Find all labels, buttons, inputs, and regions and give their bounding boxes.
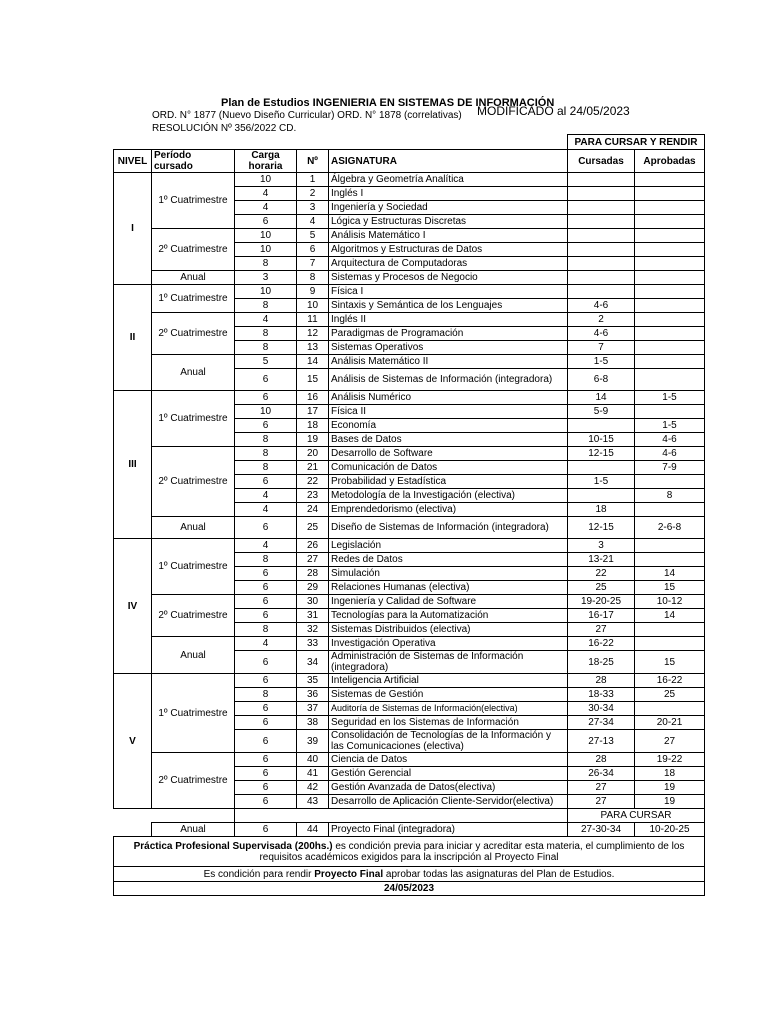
aprobadas-cell: 19 <box>635 781 705 795</box>
hours-cell: 6 <box>235 215 297 229</box>
number-cell: 36 <box>297 688 329 702</box>
hours-cell: 8 <box>235 623 297 637</box>
hours-cell: 6 <box>235 517 297 539</box>
hours-cell: 6 <box>235 823 297 837</box>
table-row <box>114 285 705 299</box>
aprobadas-cell <box>635 313 705 327</box>
hours-cell: 6 <box>235 702 297 716</box>
table-row <box>114 391 705 405</box>
cursadas-cell: 14 <box>568 391 635 405</box>
hours-cell: 6 <box>235 391 297 405</box>
subject-cell: Análisis de Sistemas de Información (integradora) <box>329 369 568 391</box>
hours-cell: 4 <box>235 539 297 553</box>
aprobadas-cell: 18 <box>635 767 705 781</box>
cursadas-cell: 27 <box>568 795 635 809</box>
number-cell: 33 <box>297 637 329 651</box>
hours-cell: 10 <box>235 405 297 419</box>
aprobadas-cell <box>635 201 705 215</box>
number-cell: 22 <box>297 475 329 489</box>
period-label: 1º Cuatrimestre <box>152 539 235 595</box>
subject-cell: Diseño de Sistemas de Información (integradora) <box>329 517 568 539</box>
cursadas-cell: 22 <box>568 567 635 581</box>
cursadas-cell: 4-6 <box>568 299 635 313</box>
cursadas-cell: 30-34 <box>568 702 635 716</box>
subject-cell: Consolidación de Tecnologías de la Información y las Comunicaciones (electiva) <box>329 730 568 753</box>
hours-cell: 8 <box>235 257 297 271</box>
number-cell: 13 <box>297 341 329 355</box>
hours-cell: 6 <box>235 369 297 391</box>
hours-cell: 10 <box>235 285 297 299</box>
subject-cell: Ingeniería y Calidad de Software <box>329 595 568 609</box>
cursadas-cell: 27 <box>568 781 635 795</box>
number-cell: 39 <box>297 730 329 753</box>
aprobadas-cell: 2-6-8 <box>635 517 705 539</box>
aprobadas-cell <box>635 299 705 313</box>
subject-cell: Economía <box>329 419 568 433</box>
modified-date: MODIFICADO al 24/05/2023 <box>477 104 630 118</box>
number-cell: 30 <box>297 595 329 609</box>
hours-cell: 6 <box>235 767 297 781</box>
hours-cell: 4 <box>235 201 297 215</box>
cursadas-cell <box>568 201 635 215</box>
subject-cell: Sintaxis y Semántica de los Lenguajes <box>329 299 568 313</box>
number-cell: 25 <box>297 517 329 539</box>
aprobadas-cell <box>635 243 705 257</box>
cursadas-cell: 5-9 <box>568 405 635 419</box>
cursadas-cell: 4-6 <box>568 327 635 341</box>
column-header-row <box>114 150 705 173</box>
aprobadas-cell: 16-22 <box>635 674 705 688</box>
subject-cell: Gestión Avanzada de Datos(electiva) <box>329 781 568 795</box>
hours-cell: 6 <box>235 795 297 809</box>
table-row <box>114 753 705 767</box>
hours-cell: 6 <box>235 716 297 730</box>
number-cell: 35 <box>297 674 329 688</box>
aprobadas-cell <box>635 553 705 567</box>
hours-cell: 8 <box>235 461 297 475</box>
rendir-post: aprobar todas las asignaturas del Plan de Estudios. <box>383 868 615 880</box>
subject-cell: Probabilidad y Estadística <box>329 475 568 489</box>
cursadas-cell: 18-25 <box>568 651 635 674</box>
period-label: Anual <box>152 271 235 285</box>
cursadas-cell: 6-8 <box>568 369 635 391</box>
period-label: 2º Cuatrimestre <box>152 229 235 271</box>
group-header: PARA CURSAR Y RENDIR <box>568 135 705 150</box>
subject-cell: Álgebra y Geometría Analítica <box>329 173 568 187</box>
subject-cell: Tecnologías para la Automatización <box>329 609 568 623</box>
cursadas-cell: 27-34 <box>568 716 635 730</box>
hours-cell: 8 <box>235 433 297 447</box>
cursadas-cell: 26-34 <box>568 767 635 781</box>
table-row <box>114 447 705 461</box>
subject-cell: Emprendedorismo (electiva) <box>329 503 568 517</box>
aprobadas-cell <box>635 271 705 285</box>
aprobadas-cell <box>635 702 705 716</box>
table-row <box>114 637 705 651</box>
number-cell: 5 <box>297 229 329 243</box>
period-label: Anual <box>152 637 235 674</box>
number-cell: 43 <box>297 795 329 809</box>
aprobadas-cell <box>635 327 705 341</box>
hours-cell: 8 <box>235 299 297 313</box>
hours-cell: 10 <box>235 243 297 257</box>
subject-cell: Auditoría de Sistemas de Información(electiva) <box>329 702 568 716</box>
subject-cell: Sistemas de Gestión <box>329 688 568 702</box>
subject-cell: Física II <box>329 405 568 419</box>
aprobadas-cell <box>635 637 705 651</box>
table-row <box>114 229 705 243</box>
number-cell: 1 <box>297 173 329 187</box>
cursadas-cell: 27-30-34 <box>568 823 635 837</box>
cursadas-cell <box>568 173 635 187</box>
subject-cell: Desarrollo de Software <box>329 447 568 461</box>
aprobadas-cell <box>635 475 705 489</box>
subject-cell: Análisis Matemático I <box>329 229 568 243</box>
aprobadas-cell <box>635 285 705 299</box>
hours-cell: 4 <box>235 637 297 651</box>
number-cell: 7 <box>297 257 329 271</box>
table-row <box>114 823 705 837</box>
study-plan-table <box>113 134 705 896</box>
hours-cell: 10 <box>235 229 297 243</box>
rendir-note-row <box>114 867 705 882</box>
number-cell: 8 <box>297 271 329 285</box>
cursadas-cell <box>568 285 635 299</box>
table-row <box>114 173 705 187</box>
number-cell: 4 <box>297 215 329 229</box>
hours-cell: 6 <box>235 753 297 767</box>
aprobadas-cell: 20-21 <box>635 716 705 730</box>
cursadas-cell <box>568 419 635 433</box>
number-cell: 21 <box>297 461 329 475</box>
subject-cell: Proyecto Final (integradora) <box>329 823 568 837</box>
period-label: 1º Cuatrimestre <box>152 173 235 229</box>
aprobadas-cell <box>635 539 705 553</box>
hours-cell: 6 <box>235 781 297 795</box>
cursadas-cell: 19-20-25 <box>568 595 635 609</box>
hours-cell: 4 <box>235 503 297 517</box>
aprobadas-cell: 7-9 <box>635 461 705 475</box>
cursadas-cell: 10-15 <box>568 433 635 447</box>
number-cell: 17 <box>297 405 329 419</box>
ordinance-line: ORD. N° 1877 (Nuevo Diseño Curricular) ORD. N° 1878 (correlativas) <box>152 110 462 121</box>
number-cell: 27 <box>297 553 329 567</box>
subject-cell: Administración de Sistemas de Información (integradora) <box>329 651 568 674</box>
rendir-pre: Es condición para rendir <box>203 868 315 880</box>
subject-cell: Gestión Gerencial <box>329 767 568 781</box>
cursadas-cell: 27-13 <box>568 730 635 753</box>
period-label: Anual <box>152 355 235 391</box>
aprobadas-cell: 1-5 <box>635 391 705 405</box>
period-label: 2º Cuatrimestre <box>152 447 235 517</box>
col-aprobadas: Aprobadas <box>635 150 705 173</box>
number-cell: 28 <box>297 567 329 581</box>
subject-cell: Seguridad en los Sistemas de Información <box>329 716 568 730</box>
aprobadas-cell: 10-12 <box>635 595 705 609</box>
number-cell: 26 <box>297 539 329 553</box>
hours-cell: 6 <box>235 651 297 674</box>
hours-cell: 6 <box>235 674 297 688</box>
subject-cell: Análisis Matemático II <box>329 355 568 369</box>
cursadas-cell <box>568 461 635 475</box>
cursadas-cell: 1-5 <box>568 355 635 369</box>
period-label: 2º Cuatrimestre <box>152 595 235 637</box>
number-cell: 38 <box>297 716 329 730</box>
level-label: II <box>114 285 152 391</box>
number-cell: 16 <box>297 391 329 405</box>
subject-cell: Algoritmos y Estructuras de Datos <box>329 243 568 257</box>
hours-cell: 5 <box>235 355 297 369</box>
hours-cell: 6 <box>235 475 297 489</box>
hours-cell: 3 <box>235 271 297 285</box>
col-asignatura: ASIGNATURA <box>329 150 568 173</box>
cursadas-cell: 28 <box>568 753 635 767</box>
level-label: IV <box>114 539 152 674</box>
table-row <box>114 674 705 688</box>
table-row <box>114 595 705 609</box>
cursadas-cell: 16-22 <box>568 637 635 651</box>
hours-cell: 8 <box>235 688 297 702</box>
table-row <box>114 539 705 553</box>
period-label: Anual <box>152 823 235 837</box>
number-cell: 18 <box>297 419 329 433</box>
number-cell: 37 <box>297 702 329 716</box>
cursadas-cell: 13-21 <box>568 553 635 567</box>
aprobadas-cell: 8 <box>635 489 705 503</box>
hours-cell: 6 <box>235 419 297 433</box>
cursadas-cell <box>568 229 635 243</box>
period-label: 2º Cuatrimestre <box>152 313 235 355</box>
period-label: 1º Cuatrimestre <box>152 391 235 447</box>
aprobadas-cell: 15 <box>635 651 705 674</box>
period-label: 1º Cuatrimestre <box>152 674 235 753</box>
number-cell: 10 <box>297 299 329 313</box>
subject-cell: Desarrollo de Aplicación Cliente-Servidor(electiva) <box>329 795 568 809</box>
subject-cell: Legislación <box>329 539 568 553</box>
aprobadas-cell <box>635 623 705 637</box>
subject-cell: Metodología de la Investigación (electiva) <box>329 489 568 503</box>
cursadas-cell <box>568 215 635 229</box>
aprobadas-cell: 25 <box>635 688 705 702</box>
aprobadas-cell: 14 <box>635 609 705 623</box>
practica-bold: Práctica Profesional Supervisada (200hs.) <box>133 840 333 852</box>
hours-cell: 8 <box>235 341 297 355</box>
number-cell: 24 <box>297 503 329 517</box>
level-label: I <box>114 173 152 285</box>
level-label: III <box>114 391 152 539</box>
document-title: Plan de Estudios INGENIERIA EN SISTEMAS DE INFORMACIÓN <box>221 97 555 109</box>
col-carga: Carga horaria <box>235 150 297 173</box>
number-cell: 2 <box>297 187 329 201</box>
cursadas-cell: 18 <box>568 503 635 517</box>
rendir-bold: Proyecto Final <box>314 868 384 880</box>
subject-cell: Sistemas Distribuidos (electiva) <box>329 623 568 637</box>
hours-cell: 6 <box>235 567 297 581</box>
date-row <box>114 882 705 896</box>
subject-cell: Simulación <box>329 567 568 581</box>
cursadas-cell: 1-5 <box>568 475 635 489</box>
aprobadas-cell <box>635 341 705 355</box>
number-cell: 32 <box>297 623 329 637</box>
cursadas-cell: 12-15 <box>568 447 635 461</box>
cursadas-cell: 7 <box>568 341 635 355</box>
cursadas-cell: 18-33 <box>568 688 635 702</box>
number-cell: 40 <box>297 753 329 767</box>
aprobadas-cell: 1-5 <box>635 419 705 433</box>
aprobadas-cell: 4-6 <box>635 433 705 447</box>
cursadas-cell <box>568 243 635 257</box>
subject-cell: Lógica y Estructuras Discretas <box>329 215 568 229</box>
col-periodo: Período cursado <box>152 150 235 173</box>
subject-cell: Bases de Datos <box>329 433 568 447</box>
number-cell: 19 <box>297 433 329 447</box>
aprobadas-cell: 4-6 <box>635 447 705 461</box>
number-cell: 11 <box>297 313 329 327</box>
group-header-row <box>114 135 705 150</box>
number-cell: 44 <box>297 823 329 837</box>
aprobadas-cell <box>635 173 705 187</box>
practica-note-row <box>114 837 705 867</box>
aprobadas-cell: 14 <box>635 567 705 581</box>
practica-text: es condición previa para iniciar y acreditar esta materia, el cumplimiento de los requisitos académicos exigidos para la inscripción al Proyecto Final <box>259 840 685 863</box>
aprobadas-cell: 15 <box>635 581 705 595</box>
number-cell: 3 <box>297 201 329 215</box>
table-row <box>114 271 705 285</box>
subject-cell: Inglés I <box>329 187 568 201</box>
subject-cell: Investigación Operativa <box>329 637 568 651</box>
number-cell: 20 <box>297 447 329 461</box>
hours-cell: 8 <box>235 327 297 341</box>
col-numero: Nº <box>297 150 329 173</box>
hours-cell: 6 <box>235 581 297 595</box>
rendir-note <box>114 867 705 882</box>
hours-cell: 4 <box>235 187 297 201</box>
subject-cell: Inteligencia Artificial <box>329 674 568 688</box>
footer-date: 24/05/2023 <box>114 882 705 896</box>
hours-cell: 8 <box>235 447 297 461</box>
hours-cell: 6 <box>235 595 297 609</box>
cursadas-cell: 3 <box>568 539 635 553</box>
number-cell: 9 <box>297 285 329 299</box>
period-label: 1º Cuatrimestre <box>152 285 235 313</box>
para-cursar-row <box>114 809 705 823</box>
cursadas-cell: 28 <box>568 674 635 688</box>
aprobadas-cell <box>635 405 705 419</box>
subject-cell: Redes de Datos <box>329 553 568 567</box>
hours-cell: 8 <box>235 553 297 567</box>
hours-cell: 6 <box>235 609 297 623</box>
aprobadas-cell <box>635 503 705 517</box>
period-label: Anual <box>152 517 235 539</box>
subject-cell: Inglés II <box>329 313 568 327</box>
resolution-line: RESOLUCIÓN Nº 356/2022 CD. <box>152 123 297 134</box>
number-cell: 41 <box>297 767 329 781</box>
cursadas-cell <box>568 271 635 285</box>
cursadas-cell: 2 <box>568 313 635 327</box>
hours-cell: 6 <box>235 730 297 753</box>
subject-cell: Paradigmas de Programación <box>329 327 568 341</box>
aprobadas-cell: 10-20-25 <box>635 823 705 837</box>
subject-cell: Relaciones Humanas (electiva) <box>329 581 568 595</box>
cursadas-cell: 16-17 <box>568 609 635 623</box>
subject-cell: Análisis Numérico <box>329 391 568 405</box>
number-cell: 6 <box>297 243 329 257</box>
number-cell: 34 <box>297 651 329 674</box>
number-cell: 12 <box>297 327 329 341</box>
aprobadas-cell: 27 <box>635 730 705 753</box>
cursadas-cell <box>568 257 635 271</box>
hours-cell: 4 <box>235 313 297 327</box>
subject-cell: Sistemas Operativos <box>329 341 568 355</box>
level-label: V <box>114 674 152 809</box>
subject-cell: Comunicación de Datos <box>329 461 568 475</box>
table-row <box>114 355 705 369</box>
subject-cell: Sistemas y Procesos de Negocio <box>329 271 568 285</box>
period-label: 2º Cuatrimestre <box>152 753 235 809</box>
number-cell: 14 <box>297 355 329 369</box>
subject-cell: Física I <box>329 285 568 299</box>
number-cell: 42 <box>297 781 329 795</box>
cursadas-cell: 27 <box>568 623 635 637</box>
number-cell: 29 <box>297 581 329 595</box>
subject-cell: Ciencia de Datos <box>329 753 568 767</box>
subject-cell: Ingeniería y Sociedad <box>329 201 568 215</box>
practica-note <box>114 837 705 867</box>
cursadas-cell <box>568 489 635 503</box>
col-cursadas: Cursadas <box>568 150 635 173</box>
aprobadas-cell <box>635 229 705 243</box>
number-cell: 31 <box>297 609 329 623</box>
aprobadas-cell: 19-22 <box>635 753 705 767</box>
cursadas-cell: 12-15 <box>568 517 635 539</box>
col-nivel: NIVEL <box>114 150 152 173</box>
table-row <box>114 313 705 327</box>
number-cell: 15 <box>297 369 329 391</box>
aprobadas-cell: 19 <box>635 795 705 809</box>
hours-cell: 10 <box>235 173 297 187</box>
number-cell: 23 <box>297 489 329 503</box>
table-row <box>114 517 705 539</box>
cursadas-cell <box>568 187 635 201</box>
para-cursar-label: PARA CURSAR <box>568 809 705 823</box>
aprobadas-cell <box>635 187 705 201</box>
aprobadas-cell <box>635 369 705 391</box>
aprobadas-cell <box>635 355 705 369</box>
aprobadas-cell <box>635 257 705 271</box>
subject-cell: Arquitectura de Computadoras <box>329 257 568 271</box>
aprobadas-cell <box>635 215 705 229</box>
hours-cell: 4 <box>235 489 297 503</box>
cursadas-cell: 25 <box>568 581 635 595</box>
